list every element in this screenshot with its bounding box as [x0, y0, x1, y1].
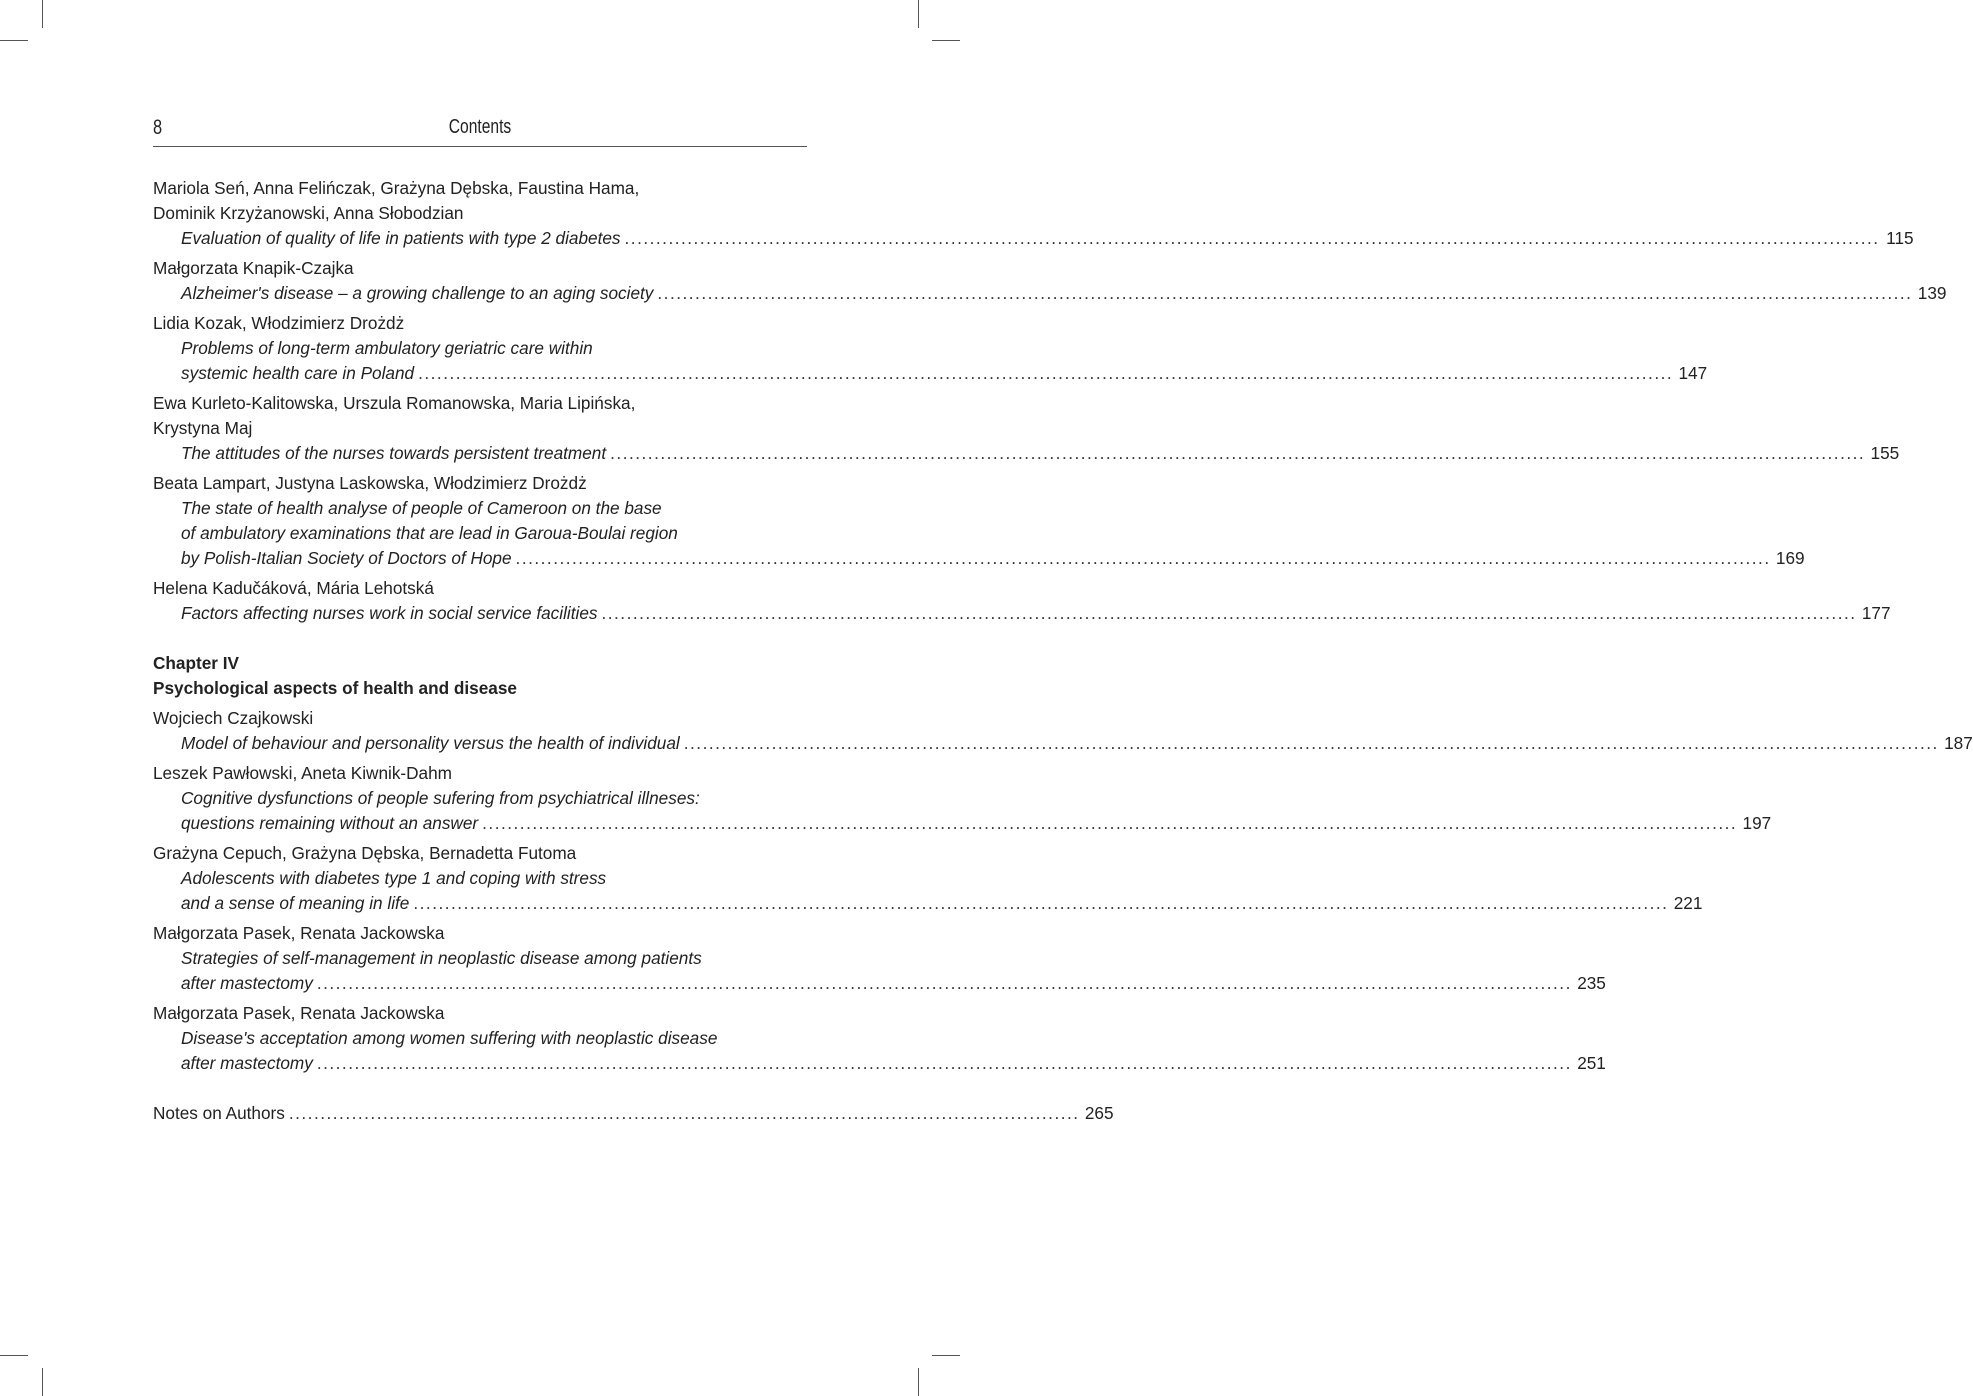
page-ref: 235 — [1577, 973, 1606, 993]
page-ref: 169 — [1775, 548, 1805, 568]
page-ref: 155 — [1870, 443, 1900, 463]
crop-mark — [918, 0, 919, 28]
toc-entry-row[interactable] — [153, 281, 1947, 306]
entry-authors: Małgorzata Knapik-Czajka — [153, 258, 354, 278]
entry-authors: Dominik Krzyżanowski, Anna Słobodzian — [153, 203, 464, 223]
leader-dots: ........................................................................................................................................................................................................ — [683, 733, 1939, 753]
toc-entry — [153, 996, 1606, 1076]
leader-dots: ........................................................................................................................................................................................................ — [418, 363, 1674, 383]
leader-dots: ........................................................................................................................................................................................................ — [316, 1053, 1572, 1073]
entry-title: and a sense of meaning in life — [181, 893, 410, 913]
toc-entry — [153, 836, 1703, 916]
entry-title: Evaluation of quality of life in patients with type 2 diabetes — [181, 228, 621, 248]
running-title: Contents — [448, 116, 512, 138]
entry-title: Alzheimer's disease – a growing challenge to an aging society — [181, 283, 654, 303]
entry-title: by Polish-Italian Society of Doctors of Hope — [181, 548, 512, 568]
entry-authors: Małgorzata Pasek, Renata Jackowska — [153, 923, 445, 943]
entry-authors: Lidia Kozak, Włodzimierz Drożdż — [153, 313, 405, 333]
entry-title: after mastectomy — [181, 973, 313, 993]
toc-entry-row[interactable] — [153, 601, 1891, 626]
toc-entries-group — [153, 176, 1947, 626]
leader-dots: .............................................................................................................................. — [288, 1103, 1080, 1123]
leader-dots: ........................................................................................................................................................................................................ — [657, 283, 1913, 303]
page-ref: 251 — [1577, 1053, 1606, 1073]
toc-entry-row[interactable] — [153, 441, 1900, 466]
toc-entry-row[interactable] — [153, 731, 1973, 756]
toc-entry — [153, 251, 1947, 306]
leader-dots: ........................................................................................................................................................................................................ — [610, 443, 1866, 463]
crop-mark — [932, 1355, 960, 1356]
entry-authors: Wojciech Czajkowski — [153, 708, 314, 728]
leader-dots: ........................................................................................................................................................................................................ — [482, 813, 1738, 833]
entry-title: Factors affecting nurses work in social service facilities — [181, 603, 598, 623]
entry-title: questions remaining without an answer — [181, 813, 479, 833]
toc-entry — [153, 466, 1805, 571]
entry-authors: Leszek Pawłowski, Aneta Kiwnik-Dahm — [153, 763, 452, 783]
entry-authors: Grażyna Cepuch, Grażyna Dębska, Bernadetta Futoma — [153, 843, 577, 863]
entry-authors: Krystyna Maj — [153, 418, 253, 438]
entry-authors: Małgorzata Pasek, Renata Jackowska — [153, 1003, 445, 1023]
toc-entry-row[interactable] — [153, 226, 1914, 251]
entry-title-line: Disease's acceptation among women suffering with neoplastic disease — [181, 1028, 718, 1048]
toc-entry — [153, 176, 1914, 251]
entry-title-line: Adolescents with diabetes type 1 and coping with stress — [181, 868, 607, 888]
page-ref: 147 — [1678, 363, 1708, 383]
page-ref: 115 — [1886, 228, 1914, 248]
toc-entry-row[interactable] — [153, 971, 1606, 996]
page-ref: 139 — [1917, 283, 1947, 303]
toc-entry — [153, 706, 1973, 756]
entry-title: after mastectomy — [181, 1053, 313, 1073]
crop-mark — [0, 1355, 28, 1356]
toc-entry-row[interactable] — [153, 891, 1703, 916]
leader-dots: ........................................................................................................................................................................................................ — [413, 893, 1669, 913]
toc-entry — [153, 306, 1708, 386]
toc-entry-row[interactable] — [153, 361, 1708, 386]
toc-entry-row[interactable] — [153, 546, 1805, 571]
entry-title-line: of ambulatory examinations that are lead in Garoua-Boulai region — [181, 523, 678, 543]
chapter-title: Psychological aspects of health and disease — [153, 678, 517, 698]
entry-title-line: Problems of long-term ambulatory geriatric care within — [181, 338, 593, 358]
toc-entry — [153, 916, 1606, 996]
crop-mark — [42, 1368, 43, 1396]
page-ref: 177 — [1861, 603, 1891, 623]
entry-authors: Mariola Seń, Anna Felińczak, Grażyna Dębska, Faustina Hama, — [153, 178, 640, 198]
entry-authors: Helena Kadučáková, Mária Lehotská — [153, 578, 434, 598]
entry-title-line: Cognitive dysfunctions of people sufering from psychiatrical illneses: — [181, 788, 700, 808]
crop-mark — [0, 40, 28, 41]
crop-mark — [42, 0, 43, 28]
entry-title-line: The state of health analyse of people of Cameroon on the base — [181, 498, 662, 518]
page-ref: 187 — [1944, 733, 1973, 753]
leader-dots: ........................................................................................................................................................................................................ — [316, 973, 1572, 993]
entry-authors: Ewa Kurleto-Kalitowska, Urszula Romanowska, Maria Lipińska, — [153, 393, 636, 413]
page-ref: 221 — [1673, 893, 1703, 913]
toc-entry — [153, 571, 1891, 626]
leader-dots: ........................................................................................................................................................................................................ — [601, 603, 1857, 623]
page-ref: 265 — [1084, 1103, 1114, 1123]
chapter-label: Chapter IV — [153, 653, 239, 673]
entry-authors: Beata Lampart, Justyna Laskowska, Włodzimierz Drożdż — [153, 473, 587, 493]
toc-entry — [153, 386, 1900, 466]
table-of-contents — [153, 176, 1973, 1126]
toc-entry-row[interactable] — [153, 1051, 1606, 1076]
notes-label: Notes on Authors — [153, 1103, 285, 1123]
entry-title: Model of behaviour and personality versus the health of individual — [181, 733, 680, 753]
leader-dots: ........................................................................................................................................................................................................ — [624, 228, 1880, 248]
entry-title: systemic health care in Poland — [181, 363, 415, 383]
leader-dots: ........................................................................................................................................................................................................ — [515, 548, 1771, 568]
crop-mark — [918, 1368, 919, 1396]
toc-entry — [153, 756, 1772, 836]
entry-title-line: Strategies of self-management in neoplastic disease among patients — [181, 948, 702, 968]
entry-title: The attitudes of the nurses towards persistent treatment — [181, 443, 607, 463]
toc-notes-row[interactable] — [153, 1101, 1114, 1126]
toc-entries-group — [153, 706, 1973, 1076]
page-ref: 197 — [1742, 813, 1772, 833]
toc-entry-row[interactable] — [153, 811, 1772, 836]
page-number: 8 — [153, 116, 163, 139]
crop-mark — [932, 40, 960, 41]
running-header — [153, 112, 807, 147]
